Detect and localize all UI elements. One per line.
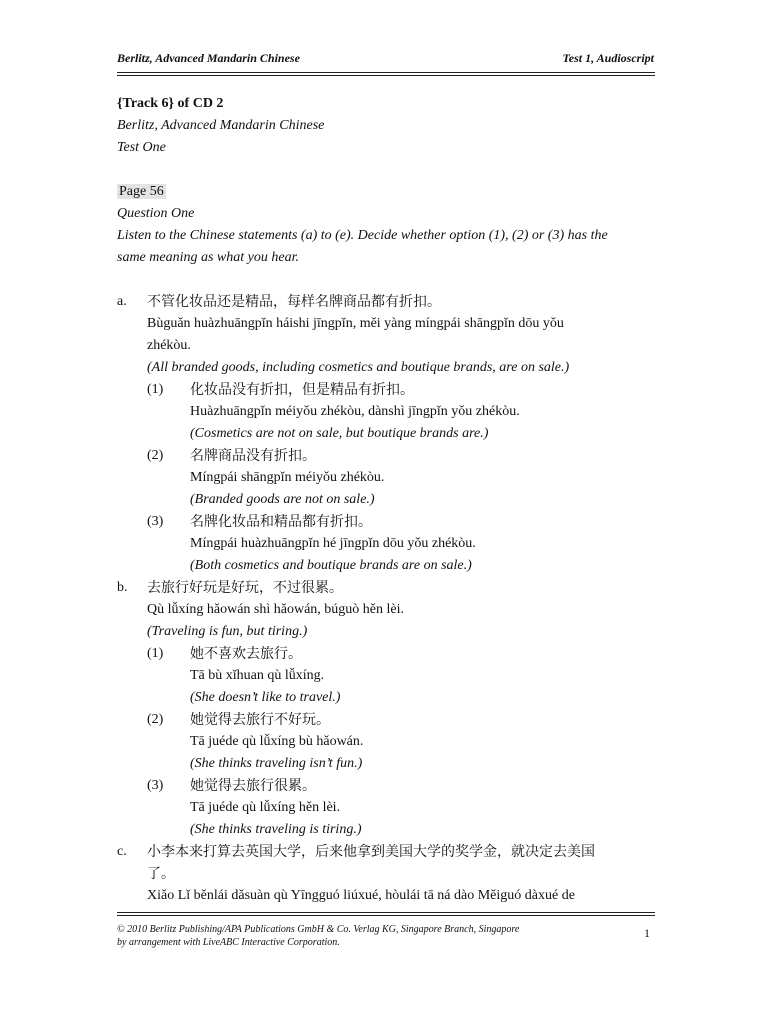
option-item	[117, 709, 662, 731]
option-number: (3)	[147, 514, 164, 529]
chinese-text: 去旅行好玩是好玩，不过很累。	[147, 580, 343, 596]
header-book-title: Berlitz, Advanced Mandarin Chinese	[117, 51, 300, 65]
chinese-text: 她觉得去旅行很累。	[190, 778, 316, 794]
option-item	[117, 511, 662, 533]
header-test-title: Test 1, Audioscript	[562, 51, 654, 65]
chinese-text: 小李本来打算去英国大学，后来他拿到美国大学的奖学金，就决定去美国	[147, 844, 595, 860]
instructions-line-1: Listen to the Chinese statements (a) to (e). Decide whether option (1), (2) or (3) has the	[117, 228, 608, 243]
option-number: (2)	[147, 448, 164, 463]
option-number: (3)	[147, 778, 164, 793]
english-translation: (Branded goods are not on sale.)	[190, 492, 375, 507]
english-translation: (Both cosmetics and boutique brands are on sale.)	[190, 558, 472, 573]
item-b	[117, 577, 662, 599]
chinese-text: 她不喜欢去旅行。	[190, 646, 302, 662]
pinyin-text: Huàzhuāngpǐn méiyǒu zhékòu, dànshì jīngpǐn yǒu zhékòu.	[190, 404, 520, 419]
pinyin-text: Tā juéde qù lǚxíng hěn lèi.	[190, 800, 341, 815]
chinese-text: 不管化妆品还是精品，每样名牌商品都有折扣。	[147, 294, 441, 310]
option-item	[117, 643, 662, 665]
english-translation: (She doesn’t like to travel.)	[190, 690, 341, 705]
option-item	[117, 775, 662, 797]
chinese-text: 名牌商品没有折扣。	[190, 448, 316, 464]
item-c	[117, 841, 662, 863]
header-rule	[117, 72, 655, 73]
item-label: c.	[117, 844, 127, 859]
item-a	[117, 291, 662, 313]
copyright-line: © 2010 Berlitz Publishing/APA Publications GmbH & Co. Verlag KG, Singapore Branch, Singapore	[117, 924, 520, 935]
page-number: 1	[644, 926, 650, 940]
page-label: Page 56	[119, 184, 164, 199]
pinyin-text: Xiǎo Lǐ běnlái dǎsuàn qù Yīngguó liúxué, hòulái tā ná dào Měiguó dàxué de	[147, 888, 575, 903]
option-number: (2)	[147, 712, 164, 727]
arrangement-line: by arrangement with LiveABC Interactive Corporation.	[117, 937, 340, 948]
english-translation: (She thinks traveling is tiring.)	[190, 822, 362, 837]
option-number: (1)	[147, 382, 164, 397]
chinese-text: 她觉得去旅行不好玩。	[190, 712, 330, 728]
option-number: (1)	[147, 646, 164, 661]
pinyin-text: Tā bù xǐhuan qù lǚxíng.	[190, 668, 325, 683]
document-body	[117, 93, 662, 907]
header-rule-double	[117, 75, 655, 76]
track-title: {Track 6} of CD 2	[117, 96, 224, 111]
item-label: a.	[117, 294, 127, 309]
test-name: Test One	[117, 140, 166, 155]
chinese-text: 化妆品没有折扣，但是精品有折扣。	[190, 382, 414, 398]
english-translation: (All branded goods, including cosmetics and boutique brands, are on sale.)	[147, 360, 570, 375]
english-translation: (She thinks traveling isn’t fun.)	[190, 756, 363, 771]
pinyin-text: Míngpái huàzhuāngpǐn hé jīngpǐn dōu yǒu zhékòu.	[190, 536, 476, 551]
english-translation: (Traveling is fun, but tiring.)	[147, 624, 308, 639]
chinese-text: 了。	[147, 866, 175, 882]
page-header	[117, 51, 654, 69]
instructions-line-2: same meaning as what you hear.	[117, 250, 299, 265]
english-translation: (Cosmetics are not on sale, but boutique brands are.)	[190, 426, 489, 441]
pinyin-text: Míngpái shāngpǐn méiyǒu zhékòu.	[190, 470, 385, 485]
pinyin-text: Bùguǎn huàzhuāngpǐn háishi jīngpǐn, měi yàng míngpái shāngpǐn dōu yǒu	[147, 316, 564, 331]
pinyin-text: zhékòu.	[147, 338, 191, 353]
page-footer	[117, 923, 657, 949]
question-title: Question One	[117, 206, 195, 221]
option-item	[117, 379, 662, 401]
footer-rule	[117, 912, 655, 913]
pinyin-text: Tā juéde qù lǚxíng bù hǎowán.	[190, 734, 364, 749]
footer-rule-double	[117, 915, 655, 916]
pinyin-text: Qù lǚxíng hǎowán shì hǎowán, búguò hěn lèi.	[147, 602, 405, 617]
chinese-text: 名牌化妆品和精品都有折扣。	[190, 514, 372, 530]
option-item	[117, 445, 662, 467]
book-name: Berlitz, Advanced Mandarin Chinese	[117, 118, 325, 133]
item-label: b.	[117, 580, 128, 595]
